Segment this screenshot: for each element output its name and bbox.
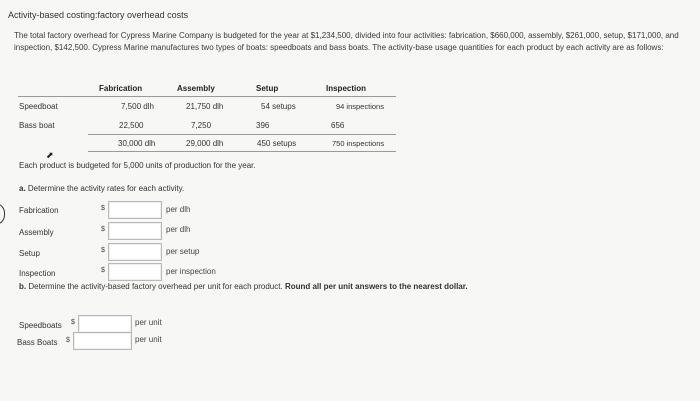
rate-unit: per dlh [166, 205, 191, 214]
header-rule [18, 96, 396, 97]
table-cell: 7,500 dlh [121, 102, 154, 111]
table-total-cell: 30,000 dlh [118, 139, 156, 148]
overhead-label-speedboats: Speedboats [19, 321, 62, 330]
per-unit-label: per unit [135, 318, 162, 327]
table-cell: 7,250 [191, 121, 212, 130]
table-cell: 396 [256, 121, 270, 130]
bottom-rule [88, 151, 396, 152]
row-label-bass-boat: Bass boat [19, 121, 55, 130]
currency-symbol: $ [101, 267, 105, 274]
part-b-prefix: b. [19, 282, 27, 291]
rate-unit: per dlh [166, 225, 191, 234]
rate-label-inspection: Inspection [19, 269, 56, 278]
assembly-rate-input[interactable] [108, 222, 162, 240]
budget-note: Each product is budgeted for 5,000 units of production for the year. [19, 161, 256, 170]
col-header-assembly: Assembly [177, 84, 215, 93]
currency-symbol: $ [101, 226, 105, 233]
table-total-cell: 450 setups [257, 139, 297, 148]
speedboats-overhead-input[interactable] [78, 315, 132, 333]
rate-unit: per inspection [166, 267, 216, 276]
part-b-rounding-note: Round all per unit answers to the nearest dollar. [284, 282, 468, 291]
bracket-marker [0, 203, 5, 225]
fabrication-rate-input[interactable] [108, 201, 162, 219]
rate-unit: per setup [166, 247, 200, 256]
inspection-rate-input[interactable] [108, 263, 162, 281]
table-total-cell: 750 inspections [332, 139, 385, 148]
overhead-label-bass-boats: Bass Boats [17, 338, 58, 347]
part-b-prompt [19, 282, 468, 291]
table-cell: 656 [331, 121, 345, 130]
problem-intro: The total factory overhead for Cypress Marine Company is budgeted for the year at $1,234,500, divided into four activities: fabrication, $660,000, assembly, $261,000, setup, $171,000, and inspection, $142,500. Cypress Marine manufactures two types of boats: speedboats and bass boats. The activity-base usage quantities for each product by each activity are as follows: [14, 31, 679, 52]
col-header-setup: Setup [256, 84, 279, 93]
rate-label-assembly: Assembly [19, 228, 54, 237]
page-title: Activity-based costing:factory overhead costs [8, 10, 189, 20]
bass-boats-overhead-input[interactable] [73, 332, 132, 350]
rate-label-setup: Setup [19, 249, 40, 258]
total-rule [88, 134, 396, 135]
currency-symbol: $ [71, 319, 75, 326]
table-total-cell: 29,000 dlh [186, 139, 224, 148]
part-a-prefix: a. [19, 184, 26, 193]
part-a-prompt [19, 184, 184, 193]
table-cell: 22,500 [119, 121, 144, 130]
table-cell: 54 setups [261, 102, 296, 111]
rate-label-fabrication: Fabrication [19, 206, 59, 215]
mouse-cursor-icon: ⬈ [46, 150, 54, 160]
table-cell: 94 inspections [336, 102, 384, 111]
currency-symbol: $ [101, 247, 105, 254]
part-b-text: Determine the activity-based factory overhead per unit for each product. [28, 282, 283, 291]
part-a-text: Determine the activity rates for each activity. [27, 184, 185, 193]
col-header-fabrication: Fabrication [99, 84, 143, 93]
table-cell: 21,750 dlh [186, 102, 224, 111]
row-label-speedboat: Speedboat [19, 102, 58, 111]
col-header-inspection: Inspection [326, 84, 367, 93]
currency-symbol: $ [101, 205, 105, 212]
per-unit-label: per unit [135, 335, 162, 344]
setup-rate-input[interactable] [108, 243, 162, 261]
currency-symbol: $ [66, 337, 70, 344]
